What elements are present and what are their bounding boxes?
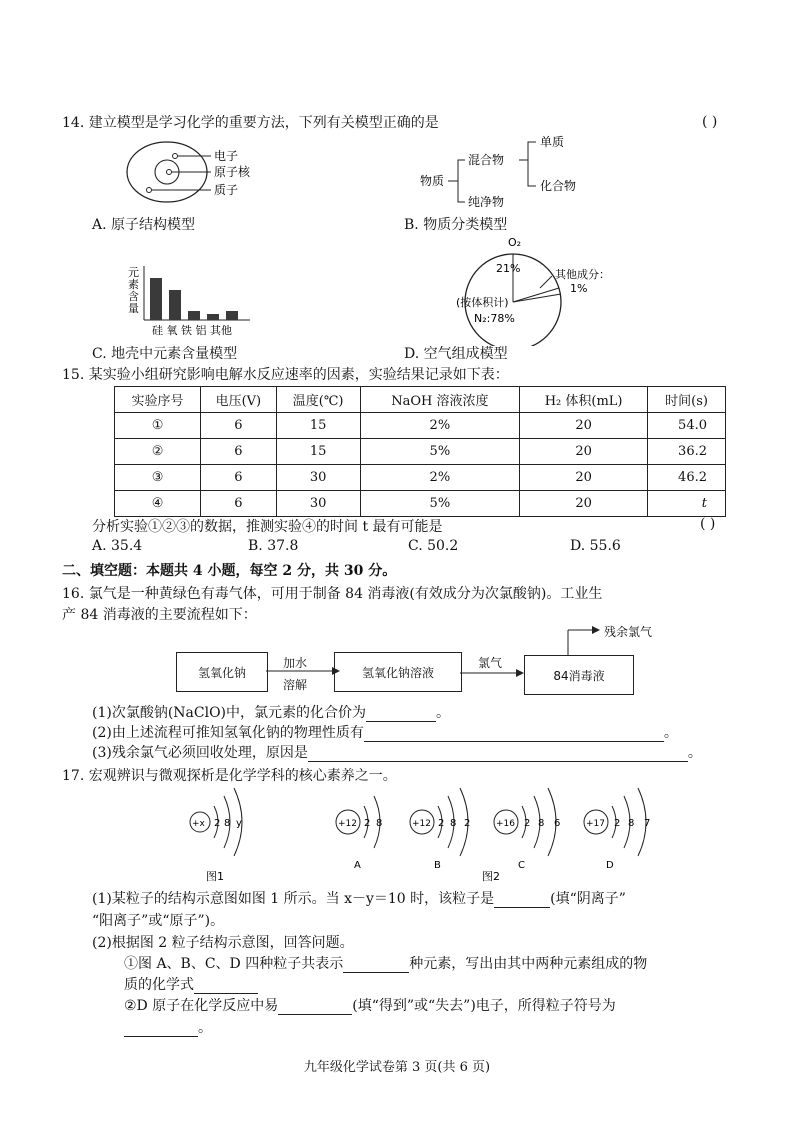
particle-a (336, 796, 382, 871)
table-header: 时间(s) (648, 387, 726, 413)
q14-answer-paren: ( ) (702, 114, 718, 130)
fig1-particle (190, 788, 242, 856)
mixture-label: 混合物 (468, 153, 505, 167)
answer-blank[interactable] (308, 747, 688, 762)
table-header: 实验序号 (115, 387, 201, 413)
atom-nucleus-label: 原子核 (214, 165, 251, 179)
matter-label: 物质 (420, 174, 445, 188)
answer-blank[interactable] (366, 707, 436, 722)
particle-b (410, 788, 470, 871)
svg-text:6: 6 (554, 818, 561, 829)
q16-line2: 产 84 消毒液的主要流程如下： (62, 607, 257, 623)
q15-stem: 15. 某实验小组研究影响电解水反应速率的因素，实验结果记录如下表： (62, 367, 509, 383)
flow-dissolve: 溶解 (283, 678, 308, 692)
compound-label: 化合物 (540, 179, 577, 193)
q17-sub2-2-line1: ②D 原子在化学反应中易 (填“得到”或“失去”)电子，所得粒子符号为 (124, 998, 616, 1014)
particle-d (584, 788, 650, 871)
answer-blank[interactable] (124, 1022, 198, 1037)
table-header: H₂ 体积(mL) (520, 387, 648, 413)
svg-text:D: D (606, 860, 614, 871)
q16-sub2: (2)由上述流程可推知氢氧化钠的物理性质有 。 (92, 725, 678, 741)
svg-text:+17: +17 (586, 819, 605, 829)
q15-answer-paren: ( ) (700, 516, 716, 532)
svg-text:+12: +12 (338, 819, 357, 829)
q15-option-d: D. 55.6 (570, 538, 621, 554)
svg-text:B: B (434, 860, 441, 871)
bar-铁 (188, 311, 200, 320)
q17-sub2-2-line2: 。 (124, 1017, 212, 1037)
q15-option-c: C. 50.2 (408, 538, 459, 554)
fig2-caption: 图2 (482, 870, 500, 882)
q16-line1: 16. 氯气是一种黄绿色有毒气体，可用于制备 84 消毒液(有效成分为次氯酸钠)。工业生 (62, 586, 603, 602)
pie-o2-label: O₂ (508, 236, 522, 249)
pie-other-pct: 1% (570, 282, 588, 295)
svg-text:2: 2 (214, 818, 221, 829)
q17-sub2-1-line2: 质的化学式 (124, 974, 258, 994)
flow-box-naoh-solution: 氢氧化钠溶液 (334, 652, 462, 692)
svg-text:2: 2 (364, 818, 371, 829)
answer-blank[interactable] (364, 727, 664, 742)
particle-c (494, 788, 560, 871)
svg-text:7: 7 (644, 818, 651, 829)
option-c-label: C. 地壳中元素含量模型 (92, 346, 238, 362)
chart-ylabel-1: 元 (128, 266, 139, 279)
bar-铝 (207, 314, 219, 320)
svg-text:+x: +x (192, 819, 205, 829)
chart-ylabel-4: 量 (128, 302, 139, 315)
q17-stem: 17. 宏观辨识与微观探析是化学学科的核心素养之一。 (62, 768, 397, 784)
svg-text:8: 8 (376, 818, 383, 829)
flow-add-water: 加水 (283, 656, 308, 670)
page-footer: 九年级化学试卷第 3 页(共 6 页) (303, 1060, 491, 1075)
q17-sub2: (2)根据图 2 粒子结构示意图，回答问题。 (92, 935, 354, 951)
answer-blank[interactable] (194, 979, 258, 994)
table-row: ② 6 15 5% 20 36.2 (115, 439, 726, 465)
fig1-caption: 图1 (206, 870, 224, 882)
table-row: ③ 6 30 2% 20 46.2 (115, 465, 726, 491)
chart-ylabel-2: 素 (128, 278, 139, 291)
q15-option-a: A. 35.4 (92, 538, 143, 554)
atom-proton-label: 质子 (214, 183, 239, 197)
q15-question: 分析实验①②③的数据，推测实验④的时间 t 最有可能是 (92, 519, 443, 535)
svg-text:C: C (518, 860, 525, 871)
pie-basis: (按体积计) (456, 296, 509, 309)
svg-text:+16: +16 (496, 819, 515, 829)
svg-text:8: 8 (628, 818, 635, 829)
crust-element-chart (126, 262, 266, 340)
atom-structure-diagram (125, 138, 365, 210)
option-b-label: B. 物质分类模型 (404, 217, 508, 233)
flow-box-naoh: 氢氧化钠 (176, 652, 268, 692)
pie-other-label: 其他成分： (555, 268, 610, 281)
section-2-title: 二、填空题：本题共 4 小题，每空 2 分，共 30 分。 (62, 563, 397, 579)
pure-label: 纯净物 (468, 195, 505, 209)
svg-text:2: 2 (524, 818, 531, 829)
chart-ylabel-3: 含 (128, 290, 139, 303)
table-header: 电压(V) (201, 387, 277, 413)
option-d-label: D. 空气组成模型 (404, 346, 508, 362)
flow-box-84-disinfectant: 84消毒液 (524, 655, 634, 695)
svg-text:8: 8 (538, 818, 545, 829)
svg-text:8: 8 (224, 818, 231, 829)
flow-residual-chlorine: 残余氯气 (604, 625, 653, 639)
atom-electron-label: 电子 (214, 149, 239, 163)
q17-sub1-line2: “阳离子”或“原子”)。 (92, 913, 225, 929)
svg-text:2: 2 (464, 818, 471, 829)
svg-text:2: 2 (614, 818, 621, 829)
svg-text:y: y (236, 818, 242, 829)
q17-sub1-line1: (1)某粒子的结构示意图如图 1 所示。当 x－y＝10 时，该粒子是 (填“阴离子” (92, 891, 626, 907)
bar-其他 (226, 311, 238, 320)
pie-n2-label: N₂:78% (474, 312, 515, 325)
table-header: NaOH 溶液浓度 (360, 387, 520, 413)
svg-text:+12: +12 (412, 819, 431, 829)
chart-xlabels: 硅 氧 铁 铝 其他 (152, 324, 232, 337)
svg-text:A: A (354, 860, 361, 871)
svg-text:2: 2 (438, 818, 445, 829)
air-composition-pie (420, 232, 620, 346)
bar-硅 (150, 278, 162, 320)
q14-stem: 14. 建立模型是学习化学的重要方法，下列有关模型正确的是 (62, 115, 439, 131)
q16-sub1: (1)次氯酸钠(NaClO)中，氯元素的化合价为 。 (92, 705, 451, 721)
element-label: 单质 (540, 135, 565, 149)
table-row: ① 6 15 2% 20 54.0 (115, 413, 726, 439)
bar-氧 (169, 290, 181, 320)
experiment-table (114, 386, 726, 517)
table-header-row (115, 387, 726, 413)
classification-diagram (420, 132, 620, 212)
flow-chlorine: 氯气 (478, 656, 503, 670)
option-a-label: A. 原子结构模型 (92, 217, 196, 233)
q15-option-b: B. 37.8 (248, 538, 299, 554)
q16-sub3: (3)残余氯气必须回收处理，原因是 。 (92, 745, 702, 761)
q17-sub2-1-line1: ①图 A、B、C、D 四种粒子共表示 种元素，写出由其中两种元素组成的物 (124, 956, 648, 972)
answer-blank[interactable] (494, 893, 550, 908)
answer-blank[interactable] (343, 958, 409, 973)
svg-text:8: 8 (450, 818, 457, 829)
pie-o2-pct: 21% (496, 262, 521, 275)
answer-blank[interactable] (278, 1000, 352, 1015)
table-row: ④ 6 30 5% 20 t (115, 491, 726, 517)
table-header: 温度(℃) (276, 387, 360, 413)
particle-structure-diagrams (180, 782, 740, 882)
